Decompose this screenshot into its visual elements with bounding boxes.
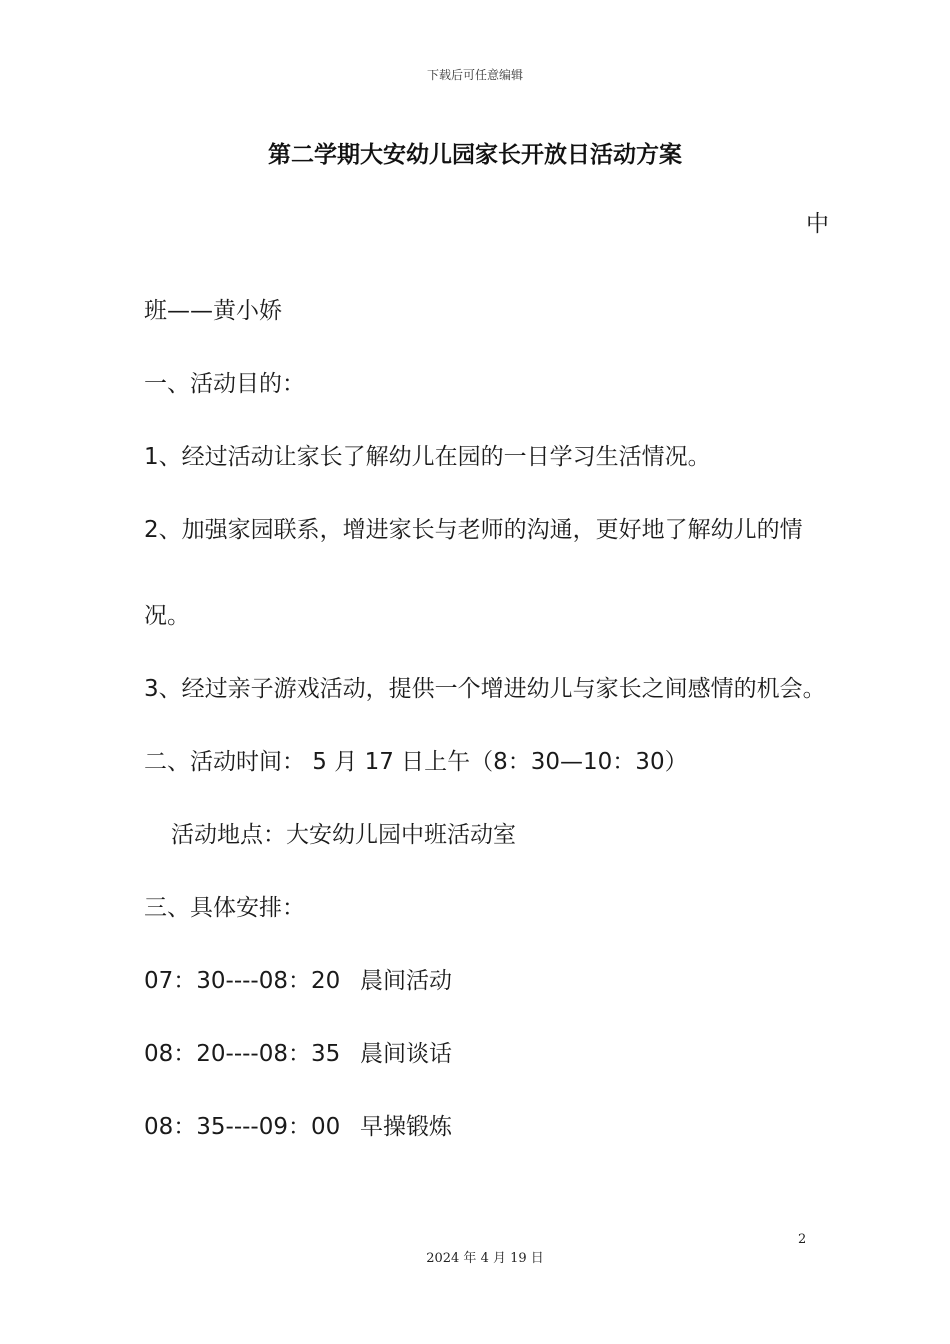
page-number: 2 (798, 1232, 807, 1247)
schedule-activity: 晨间活动 (360, 968, 452, 994)
goal-item-2-line-1: 2、加强家园联系，增进家长与老师的沟通，更好地了解幼儿的情 (144, 517, 803, 543)
document-title: 第二学期大安幼儿园家长开放日活动方案 (268, 142, 682, 168)
schedule-row (144, 1112, 452, 1142)
activity-location: 活动地点：大安幼儿园中班活动室 (171, 822, 516, 848)
header-note: 下载后可任意编辑 (426, 68, 523, 82)
section-heading-schedule: 三、具体安排： (144, 895, 305, 921)
footer-date: 2024 年 4 月 19 日 (426, 1251, 544, 1266)
schedule-time: 07：30----08：20 (144, 968, 341, 994)
schedule-activity: 晨间谈话 (360, 1041, 452, 1067)
author-line: 班——黄小娇 (144, 298, 282, 324)
author-line-class-start: 中 (806, 211, 829, 237)
schedule-activity: 早操锻炼 (360, 1114, 452, 1140)
schedule-row (144, 966, 452, 996)
schedule-time: 08：20----08：35 (144, 1041, 341, 1067)
goal-item-1: 1、经过活动让家长了解幼儿在园的一日学习生活情况。 (144, 444, 711, 470)
schedule-row (144, 1039, 452, 1069)
goal-item-3: 3、经过亲子游戏活动，提供一个增进幼儿与家长之间感情的机会。 (144, 676, 826, 702)
goal-item-2-line-2: 况。 (144, 603, 190, 629)
section-heading-goals: 一、活动目的： (144, 371, 305, 397)
schedule-time: 08：35----09：00 (144, 1114, 341, 1140)
section-heading-time: 二、活动时间： 5 月 17 日上午（8：30—10：30） (144, 749, 688, 775)
